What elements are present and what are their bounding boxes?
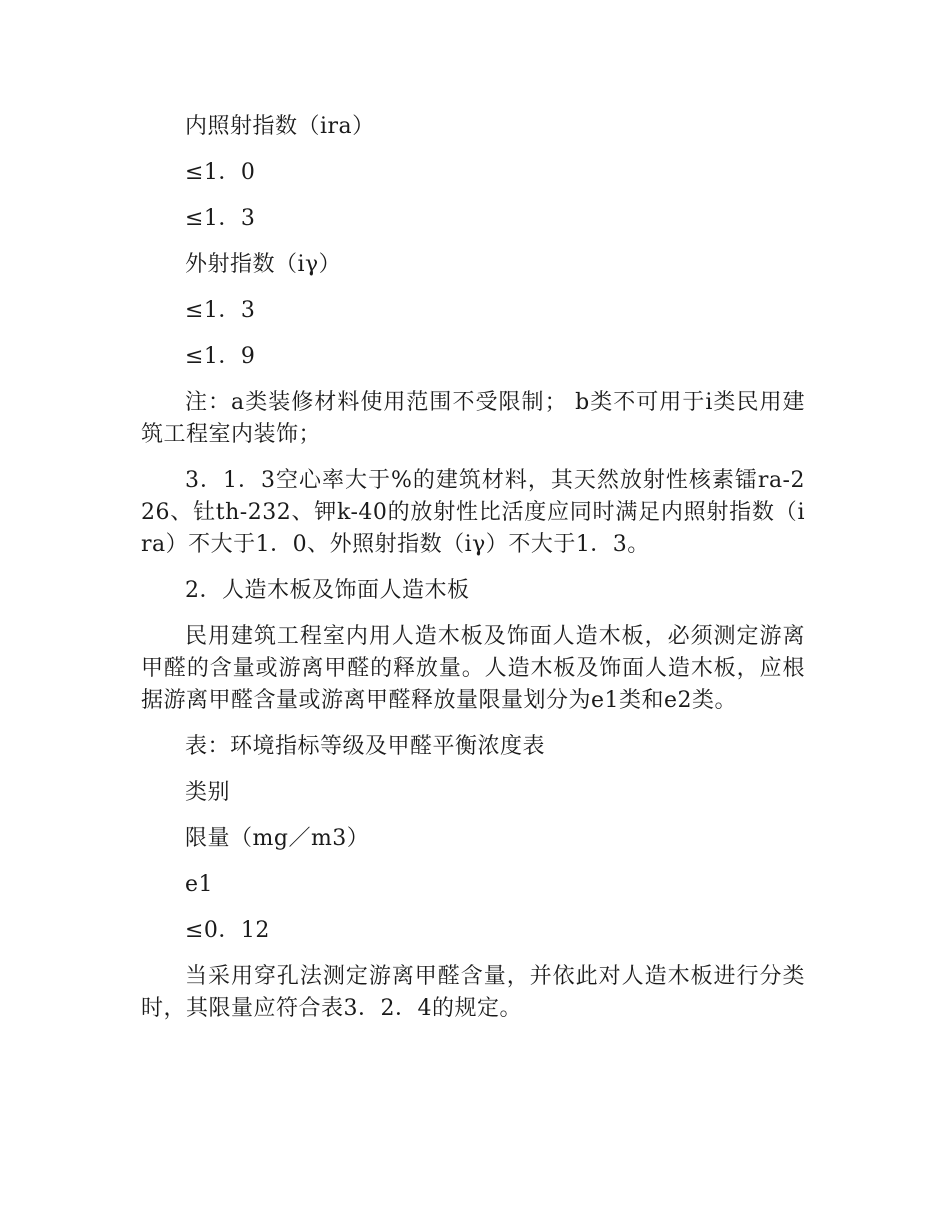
paragraph-table-header-limit: 限量（mg／m3） bbox=[185, 826, 370, 851]
paragraph-limit-a: ≤1．0 bbox=[185, 160, 256, 185]
paragraph-section-heading-2: 2．人造木板及饰面人造木板 bbox=[185, 578, 470, 603]
paragraph-internal-index-title: 内照射指数（ira） bbox=[185, 114, 375, 139]
paragraph-limit-b: ≤1．3 bbox=[185, 206, 256, 231]
paragraph-note: 注：a类装修材料使用范围不受限制； b类不可用于i类民用建筑工程室内装饰； bbox=[141, 390, 805, 447]
paragraph-perforation-method: 当采用穿孔法测定游离甲醛含量，并依此对人造木板进行分类时，其限量应符合表3．2．4的规定。 bbox=[141, 964, 805, 1021]
paragraph-limit-c: ≤1．3 bbox=[185, 298, 256, 323]
paragraph-wood-panels: 民用建筑工程室内用人造木板及饰面人造木板，必须测定游离甲醛的含量或游离甲醛的释放量。人造木板及饰面人造木板，应根据游离甲醛含量或游离甲醛释放量限量划分为e1类和e2类。 bbox=[141, 624, 805, 713]
paragraph-table-caption: 表：环境指标等级及甲醛平衡浓度表 bbox=[185, 734, 546, 759]
paragraph-section-3-1-3: 3．1．3空心率大于%的建筑材料，其天然放射性核素镭ra-226、钍th-232、钾k-40的放射性比活度应同时满足内照射指数（ira）不大于1．0、外照射指数（iγ）不大于1．3。 bbox=[141, 468, 805, 557]
paragraph-table-header-category: 类别 bbox=[185, 780, 231, 805]
document-body bbox=[141, 111, 805, 1039]
paragraph-table-cell-limit: ≤0．12 bbox=[185, 918, 270, 943]
paragraph-table-cell-e1: e1 bbox=[185, 872, 214, 897]
paragraph-external-index-title: 外射指数（iγ） bbox=[185, 252, 342, 277]
paragraph-limit-d: ≤1．9 bbox=[185, 344, 256, 369]
